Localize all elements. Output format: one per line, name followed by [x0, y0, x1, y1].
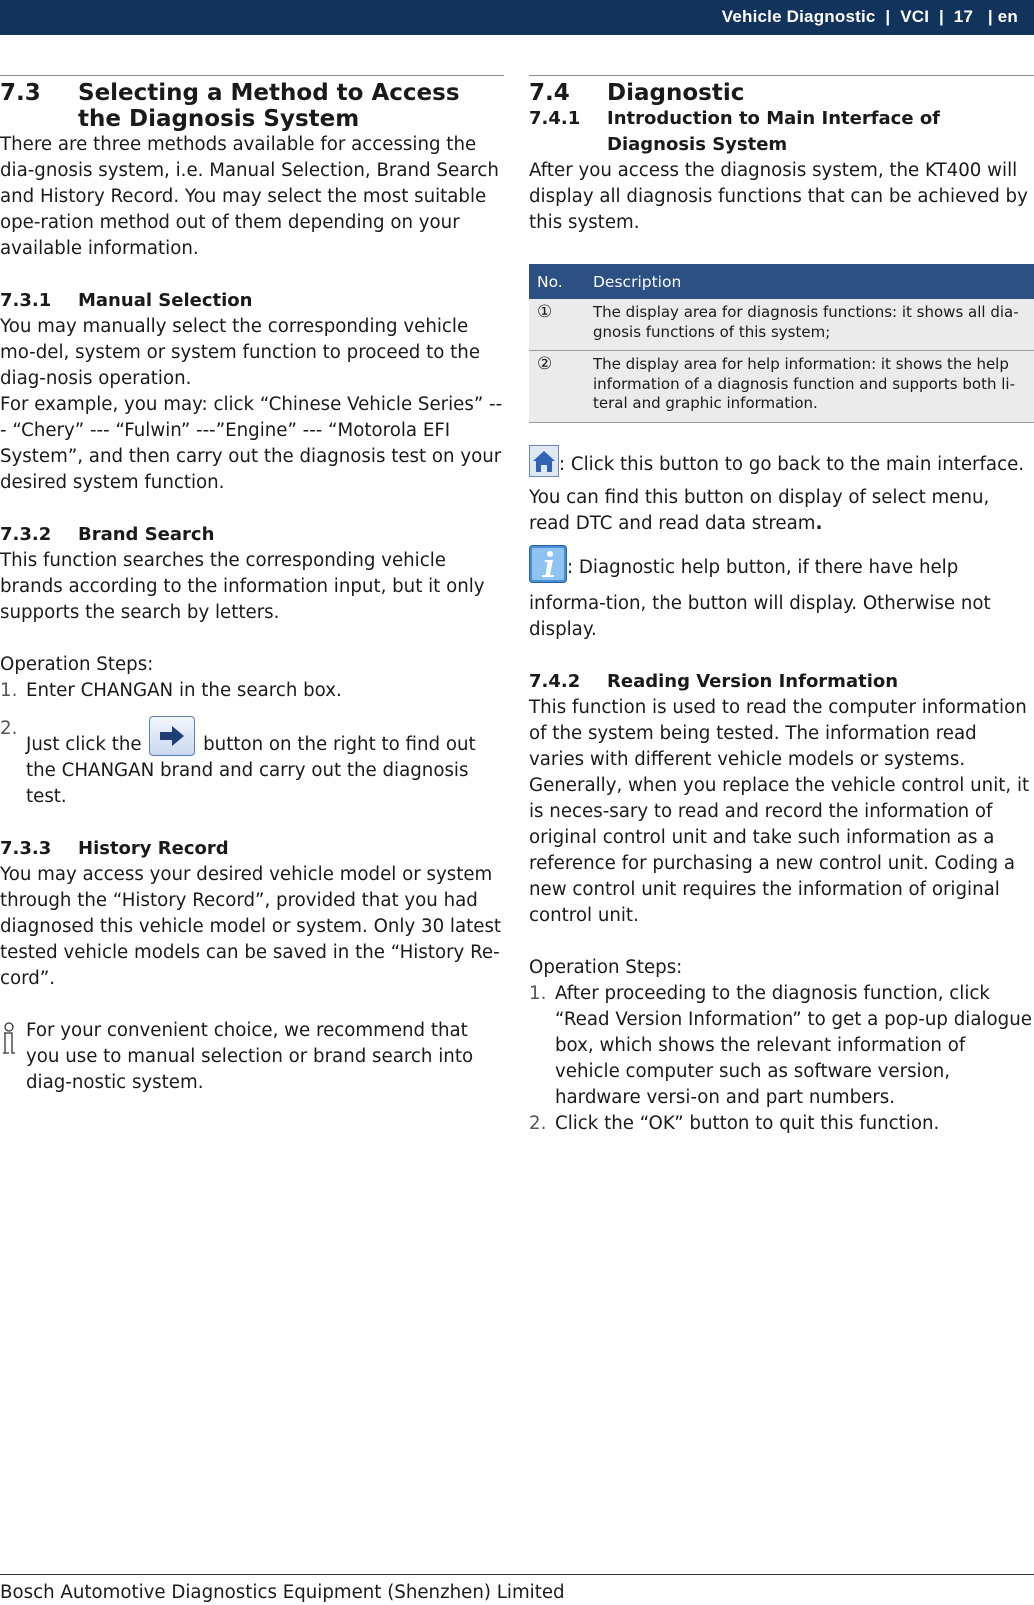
- table-header-row: [529, 264, 1034, 299]
- home-button-description: [529, 445, 1034, 537]
- list-item: [529, 1111, 1034, 1137]
- section-7-3-2-heading: [0, 522, 504, 548]
- recommendation-note: [0, 1018, 504, 1096]
- footer-rule: [0, 1574, 1034, 1575]
- section-7-3-1-paragraph: You may manually select the corresponding vehicle mo-del, system or system function to proceed to the diag-nosis operation.: [0, 316, 481, 389]
- step-text: After proceeding to the diagnosis function, click “Read Version Information” to get a pop-up dialogue box, which shows the relevant information of vehicle computer such as software version, hardware versi-on and part numbers.: [555, 982, 1032, 1108]
- section-7-4-2-paragraph: This function is used to read the computer information of the system being tested. The information read varies with different vehicle models or systems. Generally, when you replace the vehicle control unit, it is neces-sary to read and record the information of original control unit and take such information as a reference for purchasing a new control unit. Coding a new control unit requires the information of original control unit.: [529, 696, 1030, 926]
- home-button-text-end: .: [815, 512, 823, 534]
- section-title: Introduction to Main Interface of Diagnosis System: [607, 108, 941, 155]
- left-column: [0, 80, 504, 1096]
- operation-steps-label: Operation Steps:: [0, 654, 154, 675]
- section-7-4-2-heading: [529, 669, 1034, 695]
- page-header-title: Vehicle Diagnostic | VCI | 17 | en: [721, 7, 1018, 26]
- operation-steps-label: Operation Steps:: [529, 956, 683, 978]
- column-header-no: No.: [529, 264, 585, 299]
- arrow-right-icon: [157, 723, 187, 749]
- list-item: [529, 981, 1034, 1111]
- home-icon[interactable]: [529, 445, 559, 485]
- row-number: ①: [529, 299, 585, 351]
- help-button-text: : Diagnostic help button, if there have help informa-tion, the button will display. Otherwise not display.: [529, 556, 991, 640]
- section-7-3-heading: [0, 80, 504, 132]
- step-number: 1.: [529, 982, 547, 1004]
- page-footer: Bosch Automotive Diagnostics Equipment (Shenzhen) Limited: [0, 1582, 565, 1603]
- section-title: Brand Search: [78, 524, 215, 545]
- step-text: Click the “OK” button to quit this function.: [555, 1112, 940, 1134]
- step-text-a: Just click the: [26, 734, 142, 755]
- info-note-icon: [0, 1022, 18, 1060]
- section-number: 7.3.1: [0, 290, 52, 311]
- list-item: [0, 716, 504, 810]
- section-title: Selecting a Method to Access the Diagnosis System: [78, 80, 460, 132]
- section-7-3-3-paragraph: You may access your desired vehicle model or system through the “History Record”, provided that you had diagnosed this vehicle model or system. Only 30 latest tested vehicle models can be saved in the “History Re-cord”.: [0, 864, 502, 989]
- step-number: 2.: [0, 718, 18, 739]
- left-column-rule: [0, 75, 504, 76]
- section-title: Manual Selection: [78, 290, 253, 311]
- version-info-steps: [529, 981, 1034, 1137]
- section-7-3-2-paragraph: This function searches the corresponding vehicle brands according to the information input, but it only supports the search by letters.: [0, 550, 485, 623]
- table-row: [529, 351, 1034, 423]
- section-number: 7.3.2: [0, 524, 52, 545]
- search-arrow-button[interactable]: [149, 716, 195, 756]
- step-number: 1.: [0, 680, 18, 701]
- home-button-text: : Click this button to go back to the main interface. You can find this button on display of select menu, read DTC and read data stream: [529, 453, 1025, 534]
- section-title: History Record: [78, 838, 229, 859]
- section-7-4-1-paragraph: After you access the diagnosis system, the KT400 will display all diagnosis functions that can be achieved by this system.: [529, 160, 1028, 233]
- step-text: Enter CHANGAN in the search box.: [26, 680, 342, 701]
- section-7-3-1-example: For example, you may: click “Chinese Vehicle Series” --- “Chery” --- “Fulwin” ---”Engine” --- “Motorola EFI System”, and then carry out the diagnosis test on your desired system function.: [0, 394, 503, 493]
- section-number: 7.4: [529, 80, 570, 106]
- right-column: [529, 80, 1034, 1137]
- section-title: Reading Version Information: [607, 670, 899, 692]
- brand-search-steps: [0, 678, 504, 810]
- list-item: [0, 678, 504, 704]
- section-7-3-1-heading: [0, 288, 504, 314]
- table-row: [529, 299, 1034, 351]
- page-header-bar: [0, 0, 1034, 35]
- section-number: 7.4.1: [529, 108, 581, 129]
- section-number: 7.3.3: [0, 838, 52, 859]
- right-column-rule: [529, 75, 1034, 76]
- row-number: ②: [529, 351, 585, 423]
- column-header-description: Description: [585, 264, 1034, 299]
- row-description: The display area for diagnosis functions: it shows all dia-gnosis functions of this system;: [585, 299, 1034, 351]
- step-text-b: button on the right to find out the CHANGAN brand and carry out the diagnosis test.: [26, 734, 476, 807]
- step-number: 2.: [529, 1112, 547, 1134]
- info-help-icon[interactable]: [529, 545, 567, 591]
- section-title: Diagnostic: [607, 80, 745, 106]
- section-7-4-1-heading: [529, 106, 1034, 158]
- section-number: 7.4.2: [529, 670, 581, 692]
- section-7-4-heading: [529, 80, 1034, 106]
- note-text: For your convenient choice, we recommend that you use to manual selection or brand search into diag-nostic system.: [26, 1020, 474, 1093]
- section-number: 7.3: [0, 80, 41, 106]
- row-description: The display area for help information: it shows the help information of a diagnosis function and supports both li-teral and graphic information.: [585, 351, 1034, 423]
- section-7-3-paragraph: There are three methods available for accessing the dia-gnosis system, i.e. Manual Selection, Brand Search and History Record. You may select the most suitable ope-ration method out of them depending on your available information.: [0, 134, 499, 259]
- display-areas-table: [529, 264, 1034, 423]
- help-button-description: [529, 545, 1034, 643]
- section-7-3-3-heading: [0, 836, 504, 862]
